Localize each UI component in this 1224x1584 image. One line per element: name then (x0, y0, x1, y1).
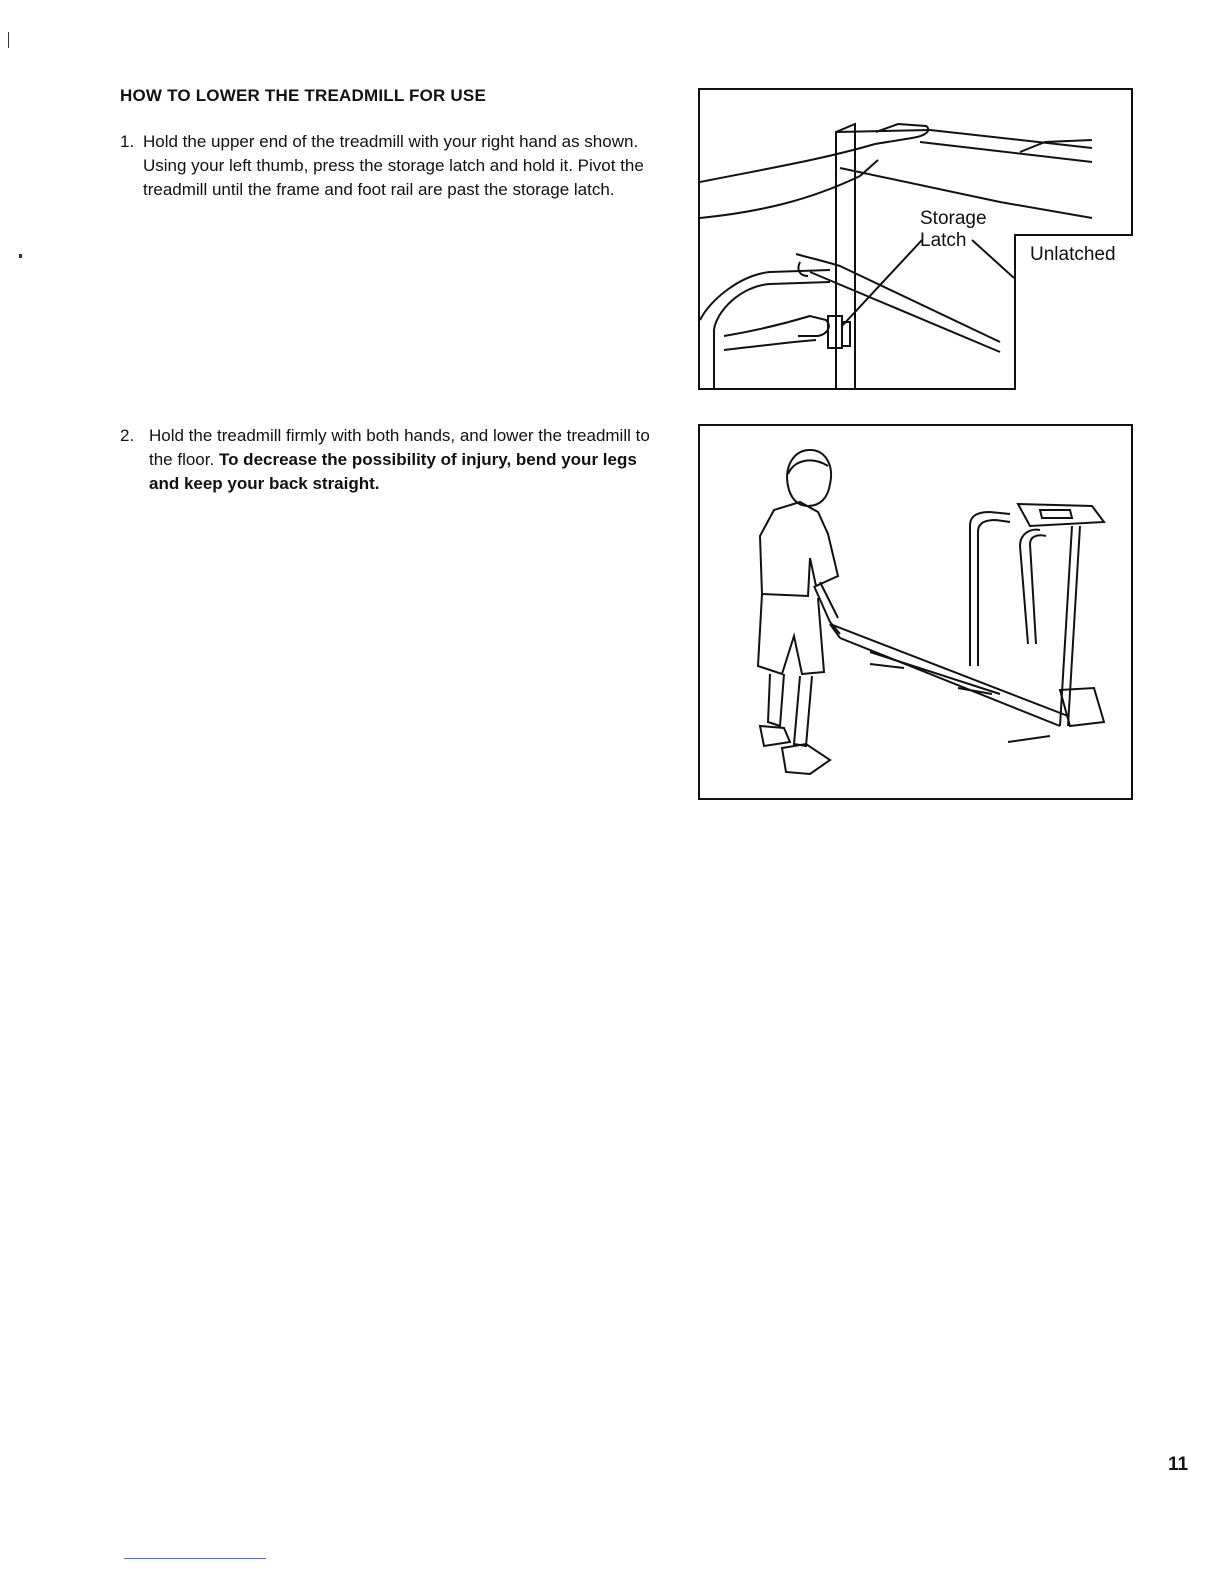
step-1-number: 1. (120, 132, 135, 151)
step-2-number: 2. (120, 426, 135, 445)
margin-dot (19, 254, 22, 258)
lowering-treadmill-illustration (700, 426, 1131, 798)
step-2-warning: To decrease the possibility of injury, bend your legs and keep your back straight. (149, 450, 637, 493)
unlatched-label: Unlatched (1030, 244, 1116, 265)
section-heading: HOW TO LOWER THE TREADMILL FOR USE (120, 86, 486, 105)
page-number: 11 (1168, 1454, 1189, 1475)
step-2 (120, 424, 665, 496)
footer-rule (124, 1558, 266, 1559)
figure-lowering-treadmill (698, 424, 1133, 800)
step-1 (120, 130, 665, 202)
latch-callout: Latch (920, 230, 967, 251)
step-2-text: Hold the treadmill firmly with both hands, and lower the treadmill to the floor. (149, 426, 650, 469)
step-2-body (149, 424, 665, 496)
margin-mark (8, 32, 9, 48)
unlatched-inset (1014, 234, 1133, 390)
storage-callout: Storage (920, 208, 987, 229)
figure-storage-latch (698, 88, 1133, 390)
step-1-text: Hold the upper end of the treadmill with your right hand as shown. Using your left thumb, press the storage latch and hold it. Pivot the treadmill until the frame and foot rail are past the storage latch. (143, 132, 644, 199)
